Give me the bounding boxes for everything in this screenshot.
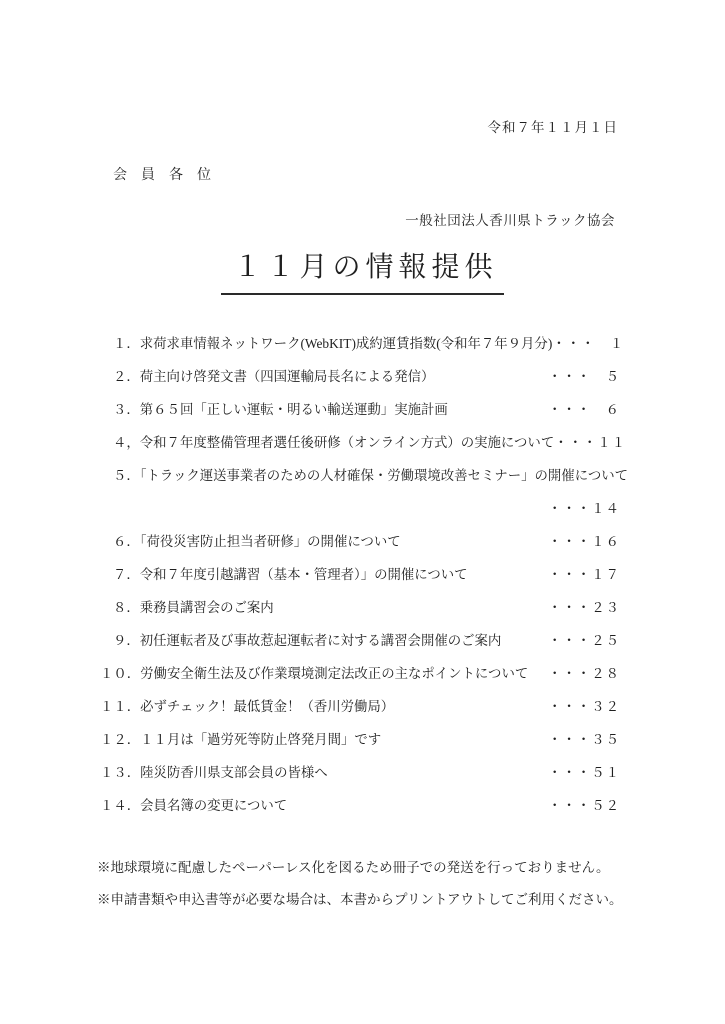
- sender-organization: 一般社団法人香川県トラック協会: [405, 213, 615, 228]
- toc-item-page-ref: ・・・３２: [548, 699, 620, 714]
- toc-item-label: ８．乗務員講習会のご案内: [113, 600, 274, 615]
- toc-item-label: １４．会員名簿の変更について: [100, 798, 288, 813]
- footnote: ※申請書類や申込書等が必要な場合は、本書からプリントアウトしてご利用ください。: [97, 892, 623, 907]
- footnotes: [97, 852, 725, 916]
- table-of-contents: [100, 327, 628, 822]
- toc-item-page-ref: ・・・３５: [548, 732, 620, 747]
- toc-item-label: ３．第６５回「正しい運転・明るい輸送運動」実施計画: [113, 402, 448, 417]
- toc-item-label: ５．「トラック運送事業者のための人材確保・労働環境改善セミナー」の開催について: [113, 468, 628, 483]
- toc-item-page-ref: ・・・２３: [548, 600, 620, 615]
- toc-item-label: １１．必ずチェック！最低賃金！（香川労働局）: [100, 699, 395, 714]
- toc-item: [100, 624, 620, 657]
- document-date: 令和７年１１月１日: [487, 120, 618, 135]
- toc-item: [100, 426, 627, 459]
- toc-item-page-ref: ・・・５２: [548, 798, 620, 813]
- toc-item-page-ref: ・・・１７: [548, 567, 620, 582]
- toc-item: [100, 657, 620, 690]
- toc-item-page-ref: ・・・５１: [548, 765, 620, 780]
- toc-item-label: １．求荷求車情報ネットワーク(WebKIT)成約運賃指数(令和年７年９月分): [113, 336, 553, 351]
- toc-item: [100, 393, 620, 426]
- toc-item-page-ref: ・・・２８: [548, 666, 620, 681]
- title-wrap: [0, 250, 725, 295]
- toc-item: [100, 360, 620, 393]
- toc-item: [100, 723, 620, 756]
- toc-item: [100, 558, 620, 591]
- toc-item-label: ２．荷主向け啓発文書（四国運輸局長名による発信）: [113, 369, 435, 384]
- toc-item: [100, 789, 620, 822]
- toc-item-page-ref: ・・・１４: [548, 501, 620, 516]
- toc-item: [100, 591, 620, 624]
- toc-item-page-ref: ・・・ ６: [548, 402, 620, 417]
- toc-item-label: ９．初任運転者及び事故惹起運転者に対する講習会開催のご案内: [113, 633, 502, 648]
- toc-item-page-ref: ・・・ ５: [548, 369, 620, 384]
- toc-item-label: ７．令和７年度引越講習（基本・管理者）」の開催について: [113, 567, 468, 582]
- toc-item: [100, 459, 628, 492]
- footnote: ※地球環境に配慮したペーパーレス化を図るため冊子での発送を行っておりません。: [97, 860, 610, 875]
- toc-item-label: １０．労働安全衛生法及び作業環境測定法改正の主なポイントについて: [100, 666, 529, 681]
- page-title: １１月の情報提供: [221, 250, 503, 295]
- toc-item-page-ref: ・・・２５: [548, 633, 620, 648]
- toc-item-label: ４，令和７年度整備管理者選任後研修（オンライン方式）の実施について: [113, 435, 555, 450]
- toc-item-label: ６．「荷役災害防止担当者研修」の開催について: [113, 534, 401, 549]
- toc-item-page-ref: ・・・１１: [554, 435, 627, 450]
- toc-item: [100, 756, 620, 789]
- toc-item: [100, 690, 620, 723]
- toc-item-label: １３．陸災防香川県支部会員の皆様へ: [100, 765, 328, 780]
- toc-item: [100, 525, 620, 558]
- toc-item: [100, 327, 625, 360]
- recipient: 会 員 各 位: [113, 168, 211, 183]
- toc-item-page-ref: ・・・ １: [552, 336, 625, 351]
- toc-item-label: １２．１１月は「過労死等防止啓発月間」です: [100, 732, 382, 747]
- toc-item-continued: [100, 492, 620, 525]
- toc-item-page-ref: ・・・１６: [548, 534, 620, 549]
